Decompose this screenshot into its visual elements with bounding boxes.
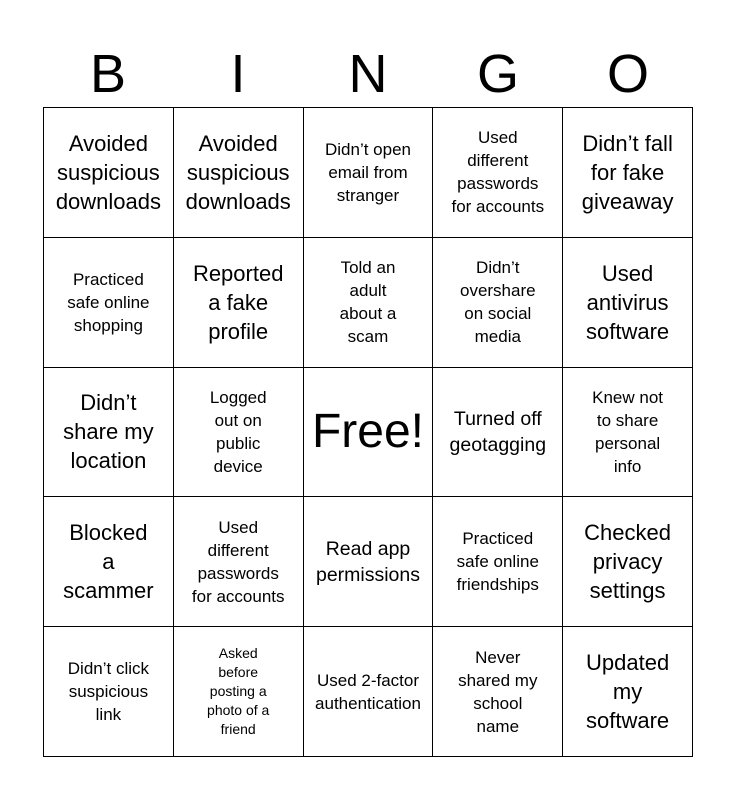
bingo-cell-r1-c5[interactable] [563,108,693,238]
bingo-cell-r3-c4[interactable] [433,368,563,498]
bingo-cell-r1-c1[interactable] [44,108,174,238]
bingo-cell-r4-c3[interactable] [304,497,434,627]
header-letter-n: N [348,44,388,104]
bingo-cell-text: Avoided suspicious downloads [185,130,291,214]
bingo-cell-r2-c2[interactable] [174,238,304,368]
bingo-cell-free[interactable] [304,368,434,498]
bingo-cell-r3-c5[interactable] [563,368,693,498]
bingo-cell-r3-c1[interactable] [44,368,174,498]
bingo-header [43,40,693,108]
bingo-cell-r5-c1[interactable] [44,627,174,757]
bingo-cell-text: Didn’t fall for fake giveaway [581,130,674,214]
bingo-cell-text: Asked before posting a photo of a friend [207,645,270,738]
bingo-cell-text: Used different passwords for accounts [191,517,285,606]
bingo-cell-text: Knew not to share personal info [592,387,664,476]
bingo-board [43,107,693,757]
bingo-cell-r4-c5[interactable] [563,497,693,627]
bingo-cell-r1-c2[interactable] [174,108,304,238]
bingo-cell-r2-c4[interactable] [433,238,563,368]
bingo-cell-text: Updated my software [586,650,670,734]
bingo-cell-r5-c4[interactable] [433,627,563,757]
bingo-cell-r1-c3[interactable] [304,108,434,238]
bingo-cell-text: Practiced safe online friendships [456,529,539,595]
header-letter-g: G [476,44,519,104]
bingo-cell-text: Used different passwords for accounts [451,128,545,217]
bingo-cell-text: Used 2-factor authentication [315,670,421,713]
bingo-cell-r5-c2[interactable] [174,627,304,757]
bingo-cell-r3-c2[interactable] [174,368,304,498]
bingo-cell-r4-c2[interactable] [174,497,304,627]
header-letter-b: B [89,44,127,104]
bingo-cell-r1-c4[interactable] [433,108,563,238]
header-letter-o: O [606,44,649,104]
bingo-cell-r5-c5[interactable] [563,627,693,757]
bingo-cell-text: Didn’t share my location [63,390,154,474]
bingo-cell-text: Told an adult about a scam [339,258,397,347]
bingo-cell-text: Turned off geotagging [449,407,547,456]
bingo-cell-text: Logged out on public device [209,387,267,476]
free-space-label: Free! [311,404,424,458]
bingo-cell-text: Never shared my school name [458,647,538,736]
bingo-cell-r5-c3[interactable] [304,627,434,757]
bingo-cell-r2-c5[interactable] [563,238,693,368]
bingo-cell-r4-c1[interactable] [44,497,174,627]
bingo-cell-r2-c3[interactable] [304,238,434,368]
header-letter-i: I [230,44,246,104]
bingo-cell-text: Read app permissions [315,537,421,586]
bingo-cell-r2-c1[interactable] [44,238,174,368]
bingo-cell-text: Didn’t open email from stranger [324,139,411,205]
bingo-cell-text: Practiced safe online shopping [67,269,150,335]
bingo-cell-text: Reported a fake profile [192,260,284,344]
bingo-cell-text: Checked privacy settings [584,520,672,604]
bingo-cell-text: Didn’t click suspicious link [67,659,150,725]
bingo-cell-text: Used antivirus software [586,260,670,344]
bingo-cell-text: Blocked a scammer [63,520,154,604]
bingo-cell-text: Didn’t overshare on social media [459,258,536,347]
bingo-cell-text: Avoided suspicious downloads [55,130,161,214]
bingo-cell-r4-c4[interactable] [433,497,563,627]
